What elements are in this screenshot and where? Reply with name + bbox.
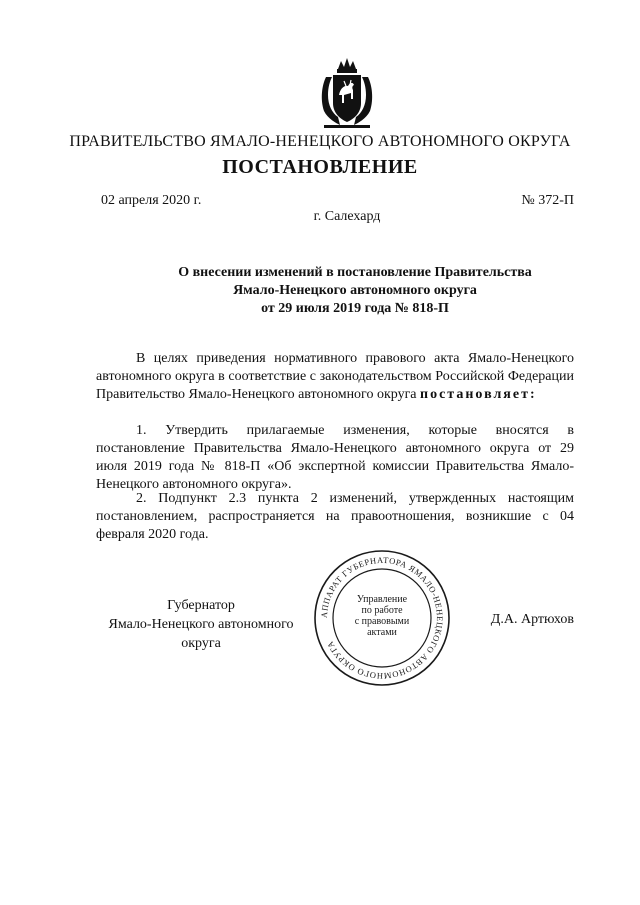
stamp-line: с правовыми (354, 616, 410, 627)
document-number: № 372-П (521, 193, 574, 208)
signatory-position-line: Ямало-Ненецкого автономного округа (108, 617, 294, 651)
preamble-text: В целях приведения нормативного правового акта Ямало-Ненецкого автономного округа в соответствие с законодательством Российской Федерации Правительство Ямало-Ненецкого автономного округа (96, 351, 574, 402)
item-2-text: 2. Подпункт 2.3 пункта 2 изменений, утвержденных настоящим постановлением, распространяется на правоотношения, возникшие с 04 февраля 2020 года. (96, 491, 574, 542)
decree-word: постановляет: (420, 387, 537, 402)
subject-line: от 29 июля 2019 года № 818-П (261, 301, 449, 316)
preamble-paragraph (96, 350, 574, 404)
document-date: 02 апреля 2020 г. (101, 193, 202, 208)
signatory-position (96, 596, 306, 653)
document-city: г. Салехард (313, 209, 381, 224)
government-title: ПРАВИТЕЛЬСТВО ЯМАЛО-НЕНЕЦКОГО АВТОНОМНОГО ОКРУГА (69, 133, 571, 150)
stamp-inner-text (313, 594, 451, 638)
signatory-position-line: Губернатор (167, 598, 235, 613)
document-type: ПОСТАНОВЛЕНИЕ (222, 156, 418, 178)
stamp-line: Управление (356, 594, 408, 605)
stamp-ring-text: АППАРАТ ГУБЕРНАТОРА ЯМАЛО-НЕНЕЦКОГО АВТОНОМНОГО ОКРУГА (318, 554, 446, 682)
signatory-name: Д.А. Артюхов (490, 612, 574, 627)
subject-line: Ямало-Ненецкого автономного округа (233, 283, 477, 298)
stamp-line: по работе (361, 605, 403, 616)
document-subject (0, 264, 640, 318)
item-1-text: 1. Утвердить прилагаемые изменения, которые вносятся в постановление Правительства Ямало-Ненецкого автономного округа от 29 июля 2019 года № 818-П «Об экспертной комиссии Правительства Ямало-Ненецкого автономного округа». (96, 423, 574, 492)
item-2-paragraph (96, 490, 574, 544)
coat-of-arms-emblem (318, 55, 376, 131)
item-1-paragraph (96, 422, 574, 494)
subject-line: О внесении изменений в постановление Правительства (178, 265, 532, 280)
stamp-line: актами (367, 627, 397, 638)
